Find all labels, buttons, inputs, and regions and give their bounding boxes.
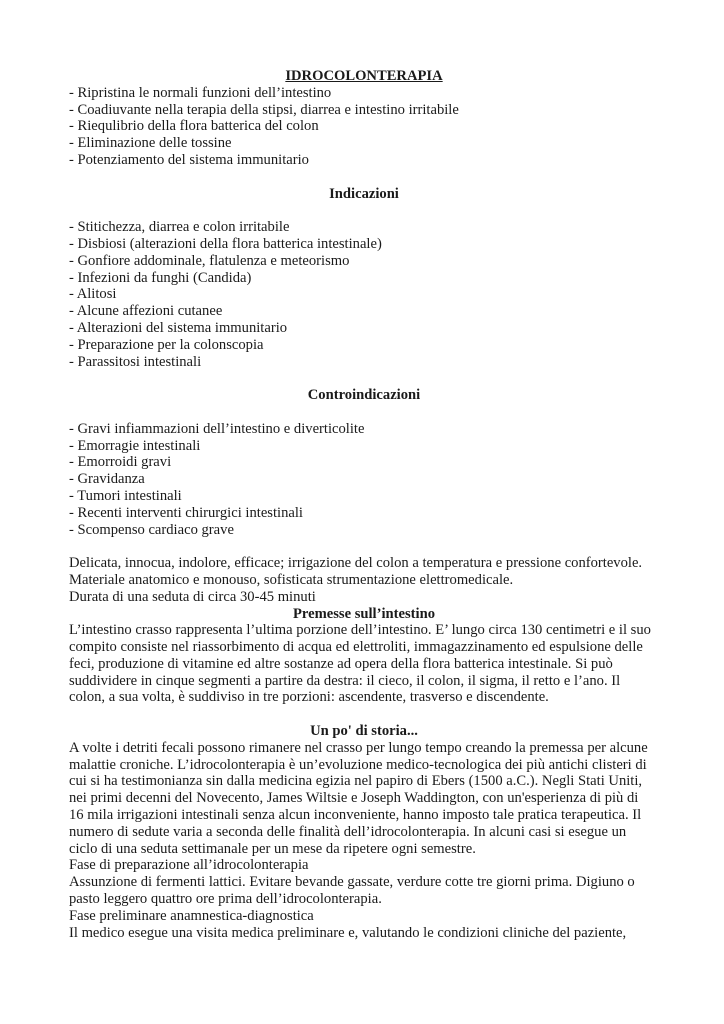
paragraph-line: suddividere in cinque segmenti a partire da destra: il cieco, il colon, il sigma, il retto e l’ano. Il	[69, 672, 621, 689]
paragraph-line: colon, a sua volta, è suddiviso in tre porzioni: ascendente, trasverso e discendente.	[69, 689, 549, 706]
premise-heading: Premesse sull’intestino	[292, 605, 435, 622]
list-item: - Preparazione per la colonscopia	[69, 336, 264, 353]
contraindications-list	[69, 421, 659, 539]
contraindications-heading: Controindicazioni	[307, 387, 421, 404]
premise-paragraph	[69, 622, 659, 706]
list-item: - Gravi infiammazioni dell’intestino e diverticolite	[69, 420, 365, 437]
indications-heading: Indicazioni	[329, 185, 399, 202]
benefits-list	[69, 85, 659, 169]
list-item: - Ripristina le normali funzioni dell’intestino	[69, 84, 332, 101]
paragraph-line: numero di sedute varia a seconda delle finalità dell’idrocolonterapia. In alcuni casi si esegue un	[69, 823, 627, 840]
paragraph-line: A volte i detriti fecali possono rimanere nel crasso per lungo tempo creando la premessa per alcune	[69, 739, 648, 756]
paragraph-line: L’intestino crasso rappresenta l’ultima porzione dell’intestino. E’ lungo circa 130 centimetri e il suo	[69, 622, 651, 639]
list-item: - Alcune affezioni cutanee	[69, 303, 223, 320]
paragraph-line: Materiale anatomico e monouso, sofisticata strumentazione elettromedicale.	[69, 571, 514, 588]
paragraph-line: cui si ha testimonianza sin dalla medicina egizia nel papiro di Ebers (1500 a.C.). Negli Stati Uniti,	[69, 773, 643, 790]
prelim-paragraph	[69, 925, 659, 942]
list-item: - Potenziamento del sistema immunitario	[69, 151, 309, 168]
paragraph-line: pasto leggero quattro ore prima dell’idrocolonterapia.	[69, 891, 382, 908]
list-item: - Alitosi	[69, 286, 117, 303]
list-item: - Emorragie intestinali	[69, 437, 201, 454]
list-item: - Riequlibrio della flora batterica del colon	[69, 118, 319, 135]
list-item: - Disbiosi (alterazioni della flora batterica intestinale)	[69, 235, 382, 252]
indications-list	[69, 219, 659, 370]
history-heading: Un po' di storia...	[310, 723, 418, 740]
paragraph-line: nei primi decenni del Novecento, James Wiltsie e Joseph Waddington, con un'esperienza di più di	[69, 790, 639, 807]
list-item: - Gravidanza	[69, 471, 145, 488]
history-paragraph	[69, 740, 659, 858]
list-item: - Parassitosi intestinali	[69, 353, 202, 370]
prep-paragraph	[69, 874, 659, 908]
paragraph-line: feci, produzione di vitamine ed altre sostanze ad opera della flora batterica intestinale. Si può	[69, 655, 613, 672]
description-paragraph	[69, 555, 659, 605]
paragraph-line: malattie croniche. L’idrocolonterapia è un’evoluzione medico-tecnologica dei più antichi clisteri di	[69, 756, 647, 773]
list-item: - Eliminazione delle tossine	[69, 135, 232, 152]
list-item: - Emorroidi gravi	[69, 454, 172, 471]
list-item: - Infezioni da funghi (Candida)	[69, 269, 252, 286]
list-item: - Tumori intestinali	[69, 487, 182, 504]
prep-heading: Fase di preparazione all’idrocolonterapia	[69, 857, 309, 874]
document-page	[69, 68, 659, 941]
paragraph-line: Delicata, innocua, indolore, efficace; irrigazione del colon a temperatura e pressione confortevole.	[69, 555, 643, 572]
paragraph-line: Assunzione di fermenti lattici. Evitare bevande gassate, verdure cotte tre giorni prima. Digiuno o	[69, 874, 635, 891]
paragraph-line: ciclo di una seduta settimanale per un mese da ripetere ogni semestre.	[69, 840, 476, 857]
list-item: - Gonfiore addominale, flatulenza e meteorismo	[69, 252, 350, 269]
list-item: - Recenti interventi chirurgici intestinali	[69, 504, 303, 521]
paragraph-line: Il medico esegue una visita medica preliminare e, valutando le condizioni cliniche del paziente,	[69, 924, 627, 941]
list-item: - Scompenso cardiaco grave	[69, 521, 234, 538]
list-item: - Coadiuvante nella terapia della stipsi, diarrea e intestino irritabile	[69, 101, 459, 118]
paragraph-line: Durata di una seduta di circa 30-45 minuti	[69, 588, 316, 605]
paragraph-line: compito consiste nel riassorbimento di acqua ed elettroliti, immagazzinamento ed espulsione delle	[69, 639, 643, 656]
paragraph-line: 16 mila irrigazioni intestinali senza alcun inconveniente, hanno imposto tale pratica terapeutica. Il	[69, 807, 642, 824]
list-item: - Alterazioni del sistema immunitario	[69, 319, 288, 336]
list-item: - Stitichezza, diarrea e colon irritabile	[69, 219, 290, 236]
prelim-heading: Fase preliminare anamnestica-diagnostica	[69, 907, 314, 924]
document-title: IDROCOLONTERAPIA	[285, 68, 443, 84]
